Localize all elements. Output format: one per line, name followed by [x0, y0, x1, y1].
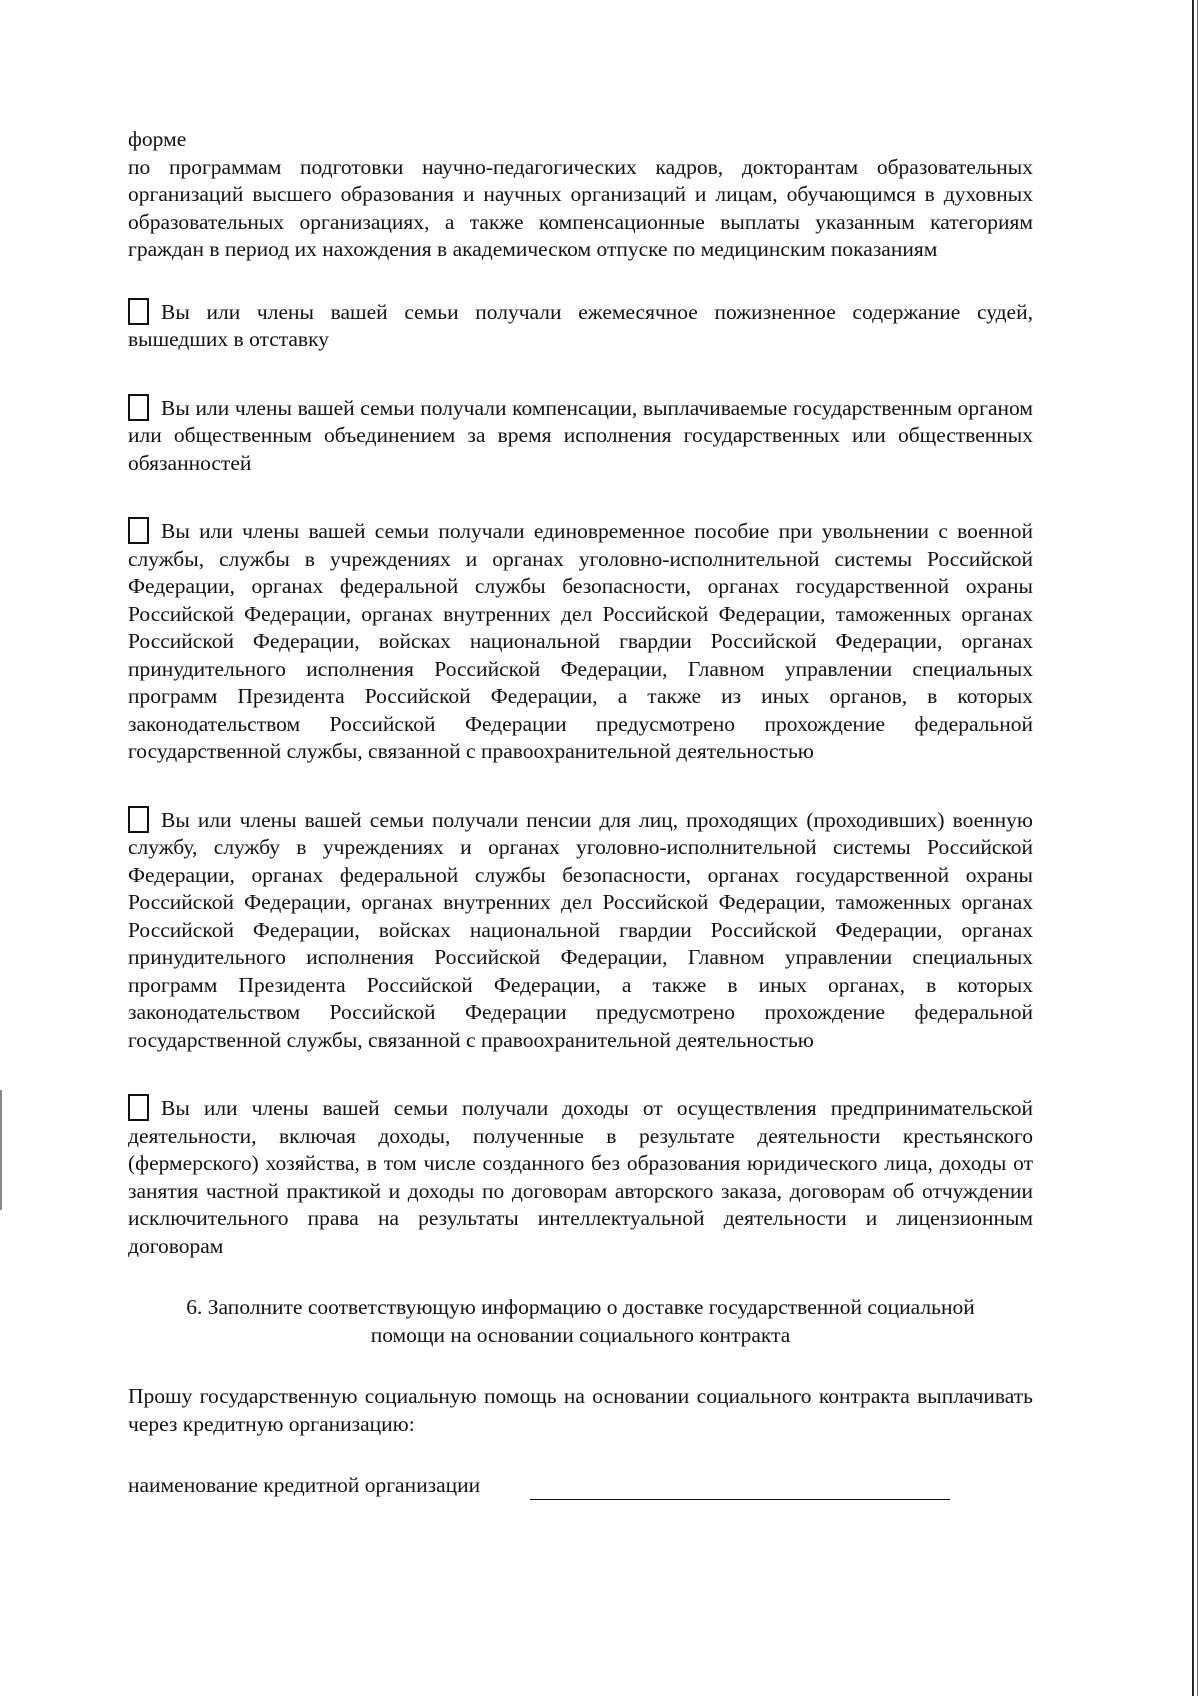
credit-org-label: наименование кредитной организации [128, 1473, 481, 1497]
checkbox[interactable] [128, 394, 149, 421]
income-item-text: Вы или члены вашей семьи получали пенсии для лиц, проходящих (проходивших) военную службу, службу в учреждениях и органах уголовно-исполнительной системы Российской Федерации, органах федеральной службы безопасности, органах государственной охраны Российской Федерации, органах внутренних дел Российской Федерации, таможенных органах Российской Федерации, войсках национальной гвардии Российской Федерации, органах принудительного исполнения Российской Федерации, Главном управлении специальных программ Президента Российской Федерации, а также в иных органах, в которых законодательством Российской Федерации предусмотрено прохождение федеральной государственной службы, связанной с правоохранительной деятельностью [128, 807, 1033, 1052]
scan-edge [1197, 0, 1198, 1696]
intro-paragraph: по программам подготовки научно-педагогических кадров, докторантам образовательных организаций высшего образования и научных организаций и лицам, обучающимся в духовных образовательных организациях, а также компенсационные выплаты указанным категориям граждан в период их нахождения в академическом отпуске по медицинским показаниям [128, 154, 1033, 261]
income-item-compensation [128, 394, 1033, 478]
income-item-text: Вы или члены вашей семьи получали ежемесячное пожизненное содержание судей, вышедших в отставку [128, 299, 1033, 351]
income-item-text: Вы или члены вашей семьи получали доходы от осуществления предпринимательской деятельности, включая доходы, полученные в результате деятельности крестьянского (фермерского) хозяйства, в том числе созданного без образования юридического лица, доходы от занятия частной практикой и доходы по договорам авторского заказа, договорам об отчуждении исключительного права на результаты интеллектуальной деятельности и лицензионным договорам [128, 1096, 1033, 1258]
income-item-pension [128, 806, 1033, 1055]
document-content [128, 126, 1033, 1500]
scan-edge [0, 1090, 2, 1210]
income-item-business [128, 1094, 1033, 1260]
credit-org-field-row [128, 1472, 1033, 1500]
income-item-judges [128, 298, 1033, 354]
checkbox[interactable] [128, 1094, 149, 1121]
checkbox[interactable] [128, 806, 149, 833]
checkbox[interactable] [128, 298, 149, 325]
checkbox[interactable] [128, 517, 149, 544]
payment-request: Прошу государственную социальную помощь на основании социального контракта выплачивать через кредитную организацию: [128, 1384, 1033, 1436]
credit-org-input[interactable] [530, 1477, 950, 1500]
section-6-heading [128, 1294, 1033, 1349]
section-6-heading-line2: помощи на основании социального контракта [370, 1322, 791, 1347]
income-item-severance [128, 517, 1033, 766]
income-item-text: Вы или члены вашей семьи получали компенсации, выплачиваемые государственным органом или общественным объединением за время исполнения государственных или общественных обязанностей [128, 395, 1033, 475]
intro-first-line: форме [128, 127, 187, 151]
income-item-text: Вы или члены вашей семьи получали единовременное пособие при увольнении с военной службы, службы в учреждениях и органах уголовно-исполнительной системы Российской Федерации, органах федеральной службы безопасности, органах государственной охраны Российской Федерации, органах внутренних дел Российской Федерации, таможенных органах Российской Федерации, войсках национальной гвардии Российской Федерации, органах принудительного исполнения Российской Федерации, Главном управлении специальных программ Президента Российской Федерации, а также из иных органов, в которых законодательством Российской Федерации предусмотрено прохождение федеральной государственной службы, связанной с правоохранительной деятельностью [128, 519, 1033, 763]
scan-edge [1192, 0, 1194, 1696]
section-6-heading-line1: 6. Заполните соответствующую информацию о доставке государственной социальной [186, 1295, 975, 1319]
